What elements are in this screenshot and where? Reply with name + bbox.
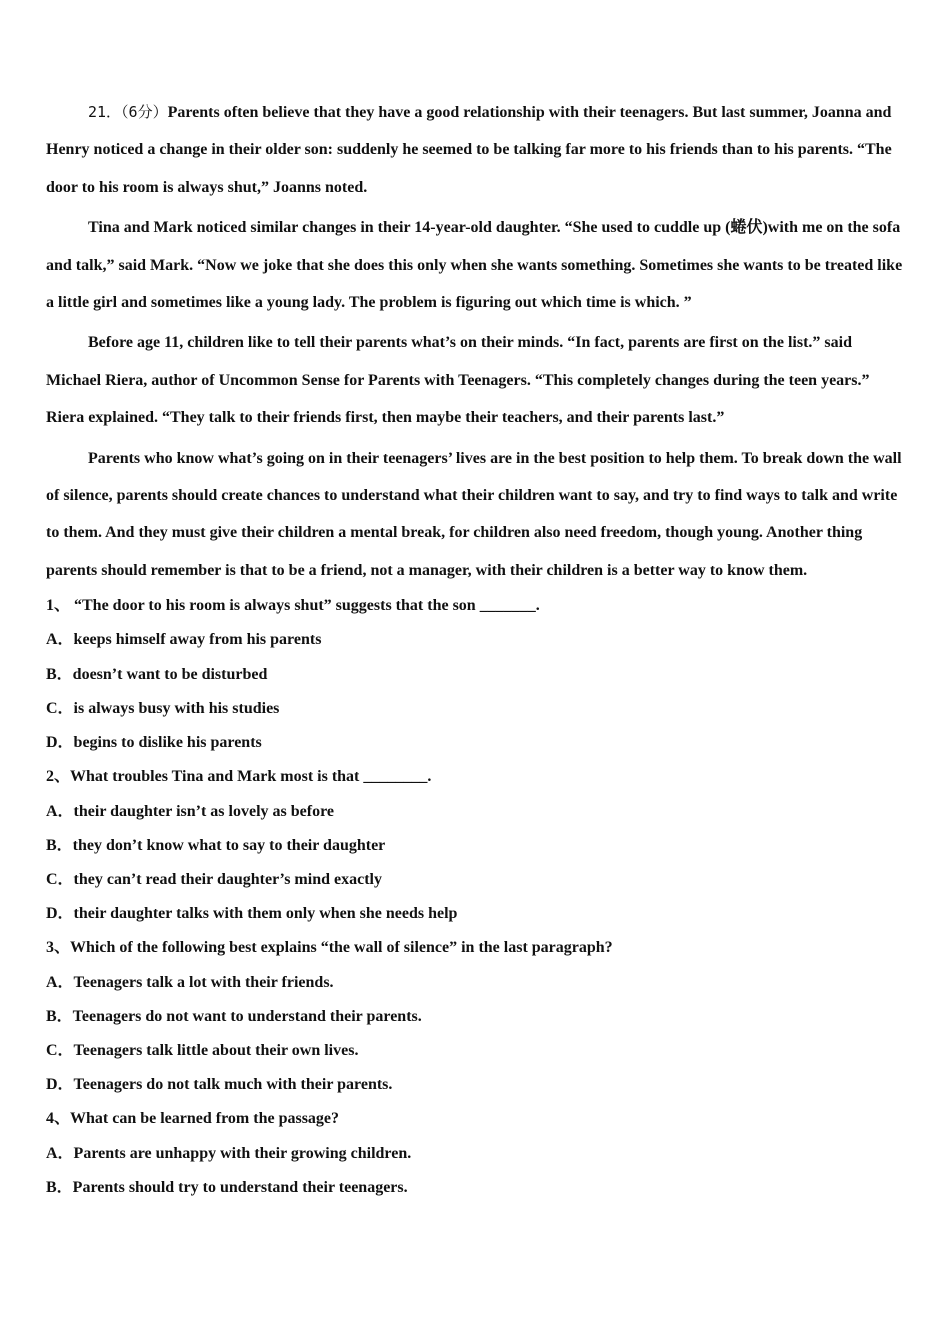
option-c: C．is always busy with his studies bbox=[46, 699, 280, 717]
question-stem: 2、What troubles Tina and Mark most is that ________. bbox=[46, 768, 432, 786]
option-b: B．Teenagers do not want to understand their parents. bbox=[46, 1007, 422, 1025]
option-b: B．doesn’t want to be disturbed bbox=[46, 665, 268, 683]
exam-page bbox=[46, 94, 908, 1205]
question-stem: 4、What can be learned from the passage? bbox=[46, 1110, 340, 1128]
passage-paragraph-2: Tina and Mark noticed similar changes in their 14-year-old daughter. “She used to cuddle up (蜷伏)with me on the sofa and talk,” said Mark. “Now we joke that she does this only when she wants something. Sometimes she wants to be treated like a little girl and sometimes like a young lady. The problem is figuring out which time is which. ” bbox=[46, 219, 903, 312]
option-c: C．Teenagers talk little about their own lives. bbox=[46, 1041, 359, 1059]
question-number-label: 21．（6分） bbox=[88, 103, 168, 121]
option-a: A．Teenagers talk a lot with their friends. bbox=[46, 973, 334, 991]
question-3 bbox=[46, 931, 908, 1102]
option-c: C．they can’t read their daughter’s mind exactly bbox=[46, 870, 382, 888]
option-b: B．they don’t know what to say to their daughter bbox=[46, 836, 386, 854]
option-d: D．their daughter talks with them only when she needs help bbox=[46, 905, 458, 923]
passage-paragraph-4: Parents who know what’s going on in their teenagers’ lives are in the best position to help them. To break down the wall of silence, parents should create chances to understand what their children want to say, and try to find ways to talk and write to them. And they must give their children a mental break, for children also need freedom, though young. Another thing parents should remember is that to be a friend, not a manager, with their children is a better way to know them. bbox=[46, 449, 902, 579]
question-stem: 3、Which of the following best explains “the wall of silence” in the last paragraph? bbox=[46, 939, 613, 957]
question-1 bbox=[46, 589, 908, 760]
question-2 bbox=[46, 760, 908, 931]
passage-paragraph-3: Before age 11, children like to tell their parents what’s on their minds. “In fact, parents are first on the list.” said Michael Riera, author of Uncommon Sense for Parents with Teenagers. “This completely changes during the teen years.” Riera explained. “They talk to their friends first, then maybe their teachers, and their parents last.” bbox=[46, 334, 870, 427]
question-stem: 1、 “The door to his room is always shut” suggests that the son _______. bbox=[46, 597, 540, 615]
passage-paragraph-1 bbox=[46, 94, 908, 206]
paragraph-text: Parents often believe that they have a good relationship with their teenagers. But last summer, Joanna and Henry noticed a change in their older son: suddenly he seemed to be talking far more to his friends than to his parents. “The door to his room is always shut,” Joanns noted. bbox=[46, 104, 892, 196]
reading-passage bbox=[46, 94, 908, 589]
question-4 bbox=[46, 1102, 908, 1205]
option-d: D．Teenagers do not talk much with their parents. bbox=[46, 1076, 393, 1094]
option-a: A．their daughter isn’t as lovely as before bbox=[46, 802, 334, 820]
option-a: A．Parents are unhappy with their growing children. bbox=[46, 1144, 412, 1162]
option-b: B．Parents should try to understand their teenagers. bbox=[46, 1178, 408, 1196]
question-list bbox=[46, 589, 908, 1205]
option-d: D．begins to dislike his parents bbox=[46, 734, 262, 752]
option-a: A．keeps himself away from his parents bbox=[46, 631, 322, 649]
